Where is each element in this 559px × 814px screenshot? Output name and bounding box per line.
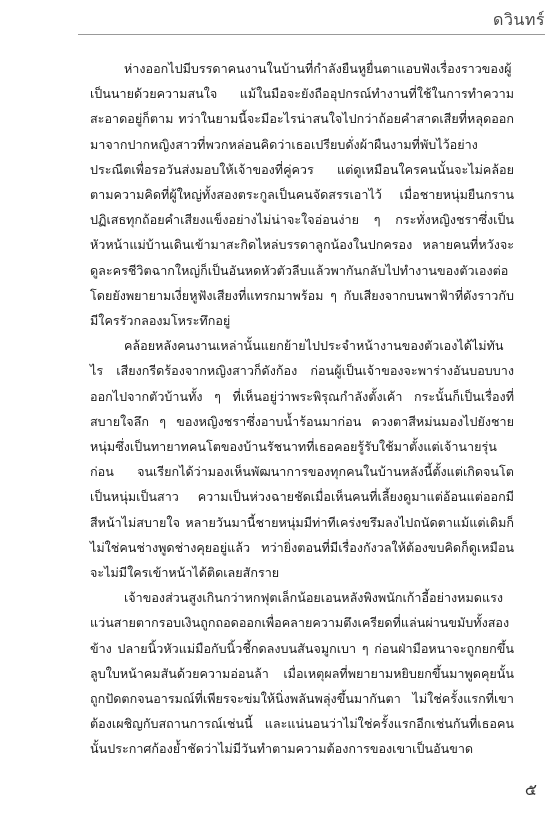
body-text bbox=[90, 56, 514, 762]
page-number: ๕ bbox=[524, 780, 537, 799]
paragraph-2: คล้อยหลังคนงานเหล่านั้นแยกย้ายไปประจำหน้างานของตัวเองได้ไม่ทันไร เสียงกรีดร้องจากหญิงสาวก็ดังก้อง ก่อนผู้เป็นเจ้าของจะพาร่างอันบอบบางออกไปจากตัวบ้านทั้ง ๆ ที่เห็นอยู่ว่าพระพิรุณกำลังตั้งเค้า กระนั้นก็เป็นเรื่องที่สบายใจลึก ๆ ของหญิงชราซึ่งอาบน้ำร้อนมาก่อน ดวงตาสีหม่นมองไปยังชายหนุ่มซึ่งเป็นทายาทคนโตของบ้านรัชนาทที่เธอคอยรู้รับใช้มาตั้งแต่เจ้านายรุ่นก่อน จนเรียกได้ว่ามองเห็นพัฒนาการของทุกคนในบ้านหลังนี้ตั้งแต่เกิดจนโตเป็นหนุ่มเป็นสาว ความเป็นห่วงฉายชัดเมื่อเห็นคนที่เลี้ยงดูมาแต่อ้อนแต่ออกมีสีหน้าไม่สบายใจ หลายวันมานี้ชายหนุ่มมีท่าทีเคร่งขรึมลงไปถนัดตาแม้แต่เดิมก็ไม่ใช่คนช่างพูดช่างคุยอยู่แล้ว ทว่ายิ่งตอนที่มีเรื่องกังวลให้ต้องขบคิดก็ดูเหมือนจะไม่มีใครเข้าหน้าได้ติดเลยสักราย bbox=[90, 338, 514, 581]
paragraph-1: ห่างออกไปมีบรรดาคนงานในบ้านที่กำลังยืนหูยื่นตาแอบฟังเรื่องราวของผู้เป็นนายด้วยความสนใจ แม้ในมือจะยังถืออุปกรณ์ทำงานที่ใช้ในการทำความสะอาดอยู่ก็ตาม ทว่าในยามนี้จะมีอะไรน่าสนใจไปกว่าถ้อยคำสาดเสียที่หลุดออกมาจากปากหญิงสาวที่พวกหล่อนคิดว่าเธอเปรียบดั่งผ้าผืนงามที่พับไว้อย่างประณีตเพื่อรอวันส่งมอบให้เจ้าของที่คู่ควร แต่ดูเหมือนใครคนนั้นจะไม่คล้อยตามความคิดที่ผู้ใหญ่ทั้งสองตระกูลเป็นคนจัดสรรเอาไว้ เมื่อชายหนุ่มยืนกรานปฏิเสธทุกถ้อยคำเสียงแข็งอย่างไม่น่าจะใจอ่อนง่าย ๆ กระทั่งหญิงชราซึ่งเป็นหัวหน้าแม่บ้านเดินเข้ามาสะกิดไหล่บรรดาลูกน้องในปกครอง หลายคนที่หวังจะดูละครชีวิตฉากใหญ่ก็เป็นอันหดหัวตัวลีบแล้วพากันกลับไปทำงานของตัวเองต่อโดยยังพยายามเงี่ยหูฟังเสียงที่แทรกมาพร้อม ๆ กับเสียงจากบนพาฟ้าที่ดังราวกับมีใครรัวกลองมโหระทึกอยู่ bbox=[90, 61, 514, 329]
paragraph-3: เจ้าของส่วนสูงเกินกว่าหกฟุตเล็กน้อยเอนหลังพิงพนักเก้าอี้อย่างหมดแรง แว่นสายตากรอบเงินถูกถอดออกเพื่อคลายความตึงเครียดที่แล่นผ่านขมับทั้งสองข้าง ปลายนิ้วหัวแม่มือกับนิ้วชี้กดลงบนสันจมูกเบา ๆ ก่อนฝ่ามือหนาจะถูกยกขึ้นลูบใบหน้าคมสันด้วยความอ่อนล้า เมื่อเหตุผลที่พยายามหยิบยกขึ้นมาพูดคุยนั้นถูกปัดตกจนอารมณ์ที่เพียรจะข่มให้นิ่งพลันพลุ่งขึ้นมากันตา ไม่ใช่ครั้งแรกที่เขาต้องเผชิญกับสถานการณ์เช่นนี้ และแน่นอนว่าไม่ใช่ครั้งแรกอีกเช่นกันที่เธอคนนั้นประกาศก้องย้ำชัดว่าไม่มีวันทำตามความต้องการของเขาเป็นอันขาด bbox=[90, 590, 514, 757]
header-divider bbox=[78, 34, 545, 35]
running-header: ดวินทร์ bbox=[493, 10, 545, 29]
